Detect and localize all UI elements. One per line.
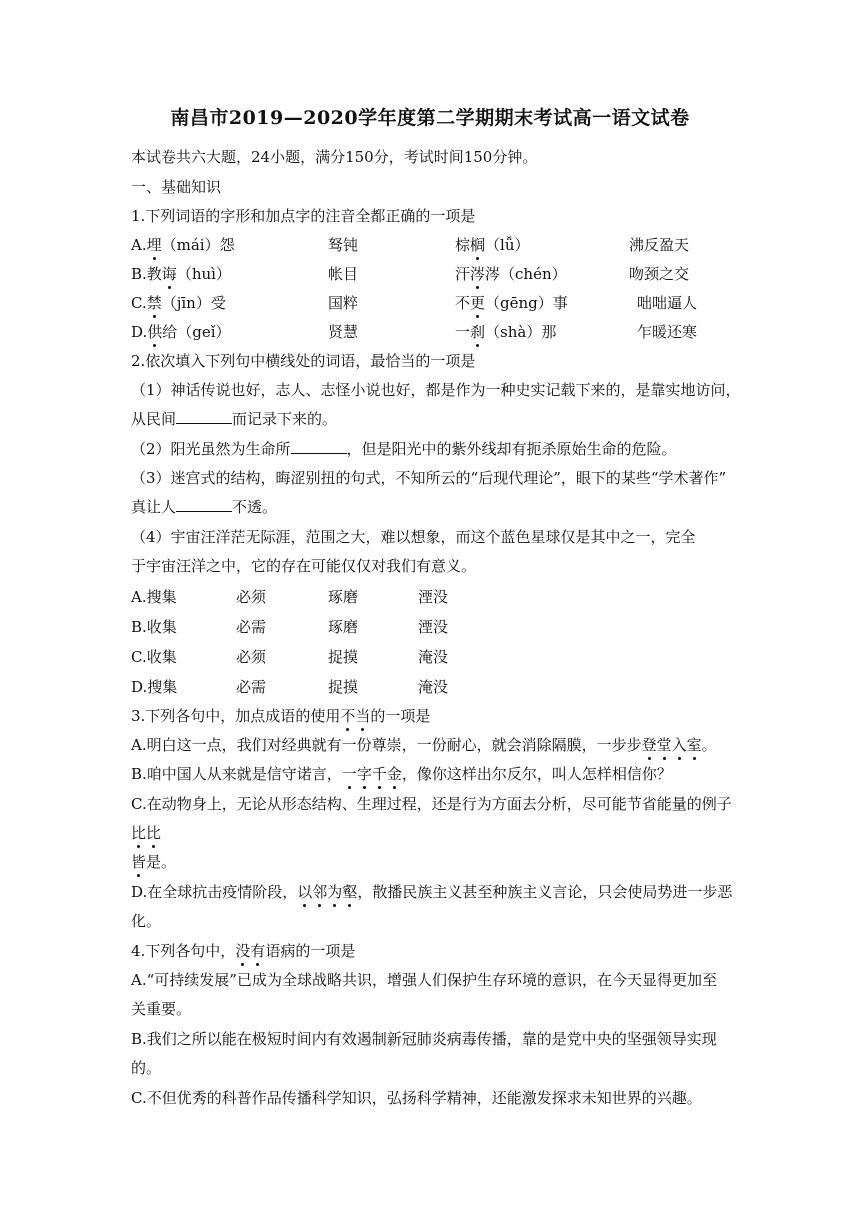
q2-sentence-1: （1）神话传说也好，志人、志怪小说也好，都是作为一种史实记载下来的，是靠实地访问，	[131, 381, 741, 399]
q2-d-1: D.搜集	[131, 678, 178, 696]
q1-d-2: 贤慧	[328, 323, 359, 341]
q2-sentence-4-cont: 于宇宙汪洋之中，它的存在可能仅仅对我们有意义。	[131, 557, 477, 575]
q1-a-2: 驽钝	[328, 236, 359, 254]
section-heading: 一、基础知识	[131, 178, 222, 196]
q1-c-2: 国粹	[328, 294, 359, 312]
q4-option-a-cont: 关重要。	[131, 1000, 192, 1018]
q2-c-3: 捉摸	[328, 648, 359, 666]
q2-b-3: 琢磨	[328, 618, 359, 636]
q2-d-3: 捉摸	[328, 678, 359, 696]
q3-option-b: B.咱中国人从来就是信守诺言，一字千金，像你这样出尔反尔，叫人怎样相信你？	[131, 765, 672, 783]
q3-stem: 3.下列各句中，加点成语的使用不当的一项是	[131, 707, 431, 725]
q2-a-1: A.搜集	[131, 588, 177, 606]
fill-blank-1	[176, 409, 232, 424]
q3-option-a: A.明白这一点，我们对经典就有一份尊崇，一份耐心，就会消除隔膜，一步步登堂入室。	[131, 736, 717, 754]
q1-b-1: B.教诲（huì）	[131, 265, 231, 283]
q2-a-3: 琢磨	[328, 588, 359, 606]
q4-option-a: A.“可持续发展”已成为全球战略共识，增强人们保护生存环境的意识，在今天显得更加至	[131, 971, 717, 989]
fill-blank-2	[291, 439, 347, 454]
q3-option-d: D.在全球抗击疫情阶段，以邻为壑，散播民族主义甚至种族主义言论，只会使局势进一步恶	[131, 883, 733, 901]
exam-intro: 本试卷共六大题，24小题，满分150分，考试时间150分钟。	[131, 148, 538, 166]
q1-c-3: 不更（gēng）事	[455, 294, 568, 312]
q1-stem: 1.下列词语的字形和加点字的注音全都正确的一项是	[131, 207, 476, 225]
q2-a-4: 湮没	[418, 588, 449, 606]
q2-c-1: C.收集	[131, 648, 177, 666]
q1-b-2: 帐目	[328, 265, 359, 283]
q2-c-4: 淹没	[418, 648, 449, 666]
q1-d-1: D.供给（geǐ）	[131, 323, 231, 341]
q2-sentence-1-cont: 从民间 而记录下来的。	[131, 410, 338, 428]
q1-b-3: 汗涔涔（chén）	[455, 265, 567, 283]
q3-option-c-cont: 皆是。	[131, 853, 177, 871]
q2-b-1: B.收集	[131, 618, 177, 636]
q4-stem: 4.下列各句中，没有语病的一项是	[131, 942, 356, 960]
q1-c-4: 咄咄逼人	[637, 294, 698, 312]
q1-c-1: C.禁（jīn）受	[131, 294, 226, 312]
q2-c-2: 必须	[236, 648, 267, 666]
q4-option-b-cont: 的。	[131, 1059, 162, 1077]
q2-a-2: 必须	[236, 588, 267, 606]
q2-stem: 2.依次填入下列句中横线处的词语，最恰当的一项是	[131, 352, 476, 370]
q3-option-d-cont: 化。	[131, 912, 162, 930]
q1-d-4: 乍暖还寒	[637, 323, 698, 341]
q1-a-1: A.埋（mái）怨	[131, 236, 235, 254]
fill-blank-3	[176, 497, 232, 512]
q2-sentence-2: （2）阳光虽然为生命所 ，但是阳光中的紫外线却有扼杀原始生命的危险。	[131, 440, 677, 458]
q1-b-4: 吻颈之交	[629, 265, 690, 283]
q2-b-4: 湮没	[418, 618, 449, 636]
exam-title: 南昌市2019—2020学年度第二学期期末考试高一语文试卷	[170, 107, 690, 129]
q4-option-b: B.我们之所以能在极短时间内有效遏制新冠肺炎病毒传播，靠的是党中央的坚强领导实现	[131, 1030, 717, 1048]
q3-option-c-idiom: 比比	[131, 824, 162, 842]
q2-d-4: 淹没	[418, 678, 449, 696]
q4-option-c: C.不但优秀的科普作品传播科学知识，弘扬科学精神，还能激发探求未知世界的兴趣。	[131, 1089, 702, 1107]
q2-sentence-3-cont: 真让人 不透。	[131, 498, 278, 516]
q2-sentence-4: （4）宇宙汪洋茫无际涯，范围之大，难以想象，而这个蓝色星球仅是其中之一，完全	[131, 528, 696, 546]
q1-d-3: 一刹（shà）那	[455, 323, 557, 341]
q2-sentence-3: （3）迷宫式的结构，晦涩别扭的句式，不知所云的“后现代理论”，眼下的某些“学术著作”	[131, 469, 727, 487]
q1-a-3: 棕榈（lǚ）	[455, 236, 530, 254]
q2-d-2: 必需	[236, 678, 267, 696]
q1-a-4: 沸反盈天	[629, 236, 690, 254]
q3-option-c: C.在动物身上，无论从形态结构、生理过程，还是行为方面去分析，尽可能节省能量的例子	[131, 795, 732, 813]
q2-b-2: 必需	[236, 618, 267, 636]
